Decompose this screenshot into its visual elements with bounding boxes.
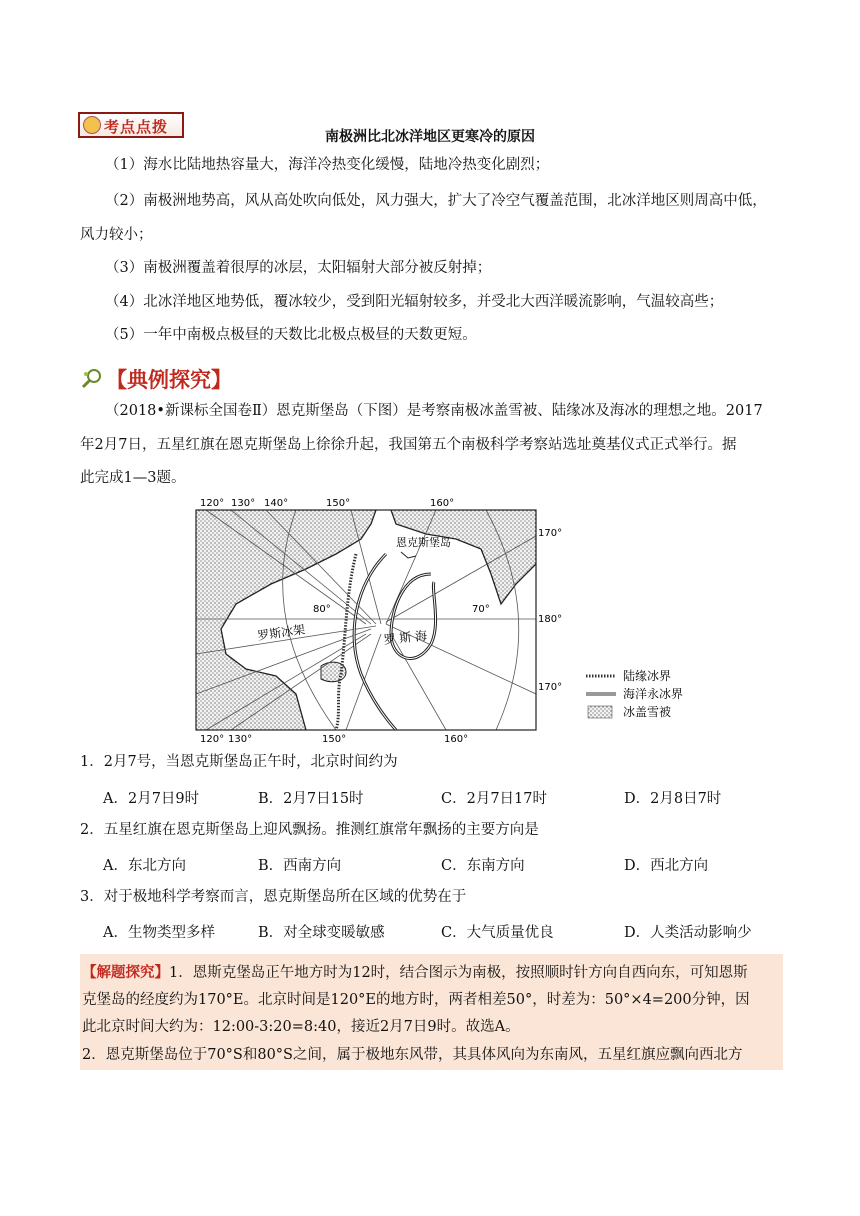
reason-3: （3）南极洲覆盖着很厚的冰层，太阳辐射大部分被反射掉； — [105, 260, 492, 276]
legend-label: 海洋永冰界 — [623, 687, 684, 701]
question-3-option-c[interactable]: C．大气质量优良 — [441, 925, 554, 941]
map-right-label: 180° — [538, 614, 563, 625]
legend-label: 陆缘冰界 — [623, 669, 672, 683]
reason-5: （5）一年中南极点极昼的天数比北极点极昼的天数更短。 — [105, 327, 477, 343]
map-top-label: 150° — [326, 498, 351, 509]
explanation-text: 1．恩斯克堡岛正午地方时为12时，结合图示为南极，按照顺时针方向自西向东，可知恩斯 — [169, 965, 748, 981]
ross-sea-map — [186, 494, 706, 746]
map-bottom-label: 130° — [228, 734, 253, 745]
map-bottom-label: 150° — [322, 734, 347, 745]
section-title: 【典例探究】 — [106, 368, 232, 392]
reason-2: （2）南极洲地势高，风从高处吹向低处，风力强大，扩大了冷空气覆盖范围，北冰洋地区则周高中低， — [105, 193, 767, 209]
reason-4: （4）北冰洋地区地势低，覆冰较少，受到阳光辐射较多，并受北大西洋暖流影响，气温较高些； — [105, 294, 724, 310]
map-top-label: 120° — [200, 498, 225, 509]
explanation-line-4: 2．恩克斯堡岛位于70°S和80°S之间，属于极地东风带，其具体风向为东南风，五星红旗应飘向西北方 — [82, 1047, 743, 1063]
question-2-option-b[interactable]: B．西南方向 — [258, 858, 342, 874]
question-3-stem: 3．对于极地科学考察而言，恩克斯堡岛所在区域的优势在于 — [80, 889, 467, 905]
magnifier-icon — [80, 368, 104, 390]
map-ice-shelf-label: 罗斯冰架 — [256, 622, 306, 643]
question-1-option-a[interactable]: A．2月7日9时 — [103, 791, 200, 807]
question-1-option-c[interactable]: C．2月7日17时 — [441, 791, 547, 807]
page-title: 南极洲比北冰洋地区更寒冷的原因 — [325, 129, 535, 145]
intro-line-3: 此完成1—3题。 — [80, 470, 186, 486]
explanation-line-3: 此北京时间大约为：12:00-3:20=8:40，接近2月7日9时。故选A。 — [82, 1019, 520, 1035]
map-sea-label: 罗 斯 海 — [382, 628, 428, 647]
question-1-stem: 1．2月7号，当恩克斯堡岛正午时，北京时间约为 — [80, 754, 398, 770]
section-heading — [80, 364, 232, 394]
intro-line-2: 年2月7日，五星红旗在恩克斯堡岛上徐徐升起，我国第五个南极科学考察站选址奠基仪式正式举行。据 — [80, 437, 737, 453]
intro-line-1: （2018•新课标全国卷Ⅱ）恩克斯堡岛（下图）是考察南极冰盖雪被、陆缘冰及海冰的理想之地。2017 — [105, 403, 763, 419]
legend-label: 冰盖雪被 — [623, 705, 672, 719]
question-1-option-d[interactable]: D．2月8日7时 — [624, 791, 722, 807]
map-top-label: 160° — [430, 498, 455, 509]
explanation-label: 【解题探究】 — [82, 964, 169, 981]
map-lat-label: 80° — [313, 604, 331, 615]
logo-text: 考点点拨 — [104, 118, 169, 136]
explanation-line-1 — [82, 961, 748, 982]
map-bottom-label: 120° — [200, 734, 225, 745]
map-island-label: 恩克斯堡岛 — [396, 536, 451, 549]
question-3-option-b[interactable]: B．对全球变暖敏感 — [258, 925, 385, 941]
question-2-option-c[interactable]: C．东南方向 — [441, 858, 525, 874]
map-right-label: 170° — [538, 528, 563, 539]
question-1-option-b[interactable]: B．2月7日15时 — [258, 791, 364, 807]
map-right-label: 170° — [538, 682, 563, 693]
reason-1: （1）海水比陆地热容量大，海洋冷热变化缓慢，陆地冷热变化剧烈； — [105, 157, 550, 173]
map-top-label: 130° — [231, 498, 256, 509]
question-3-option-d[interactable]: D．人类活动影响少 — [624, 925, 752, 941]
map-top-label: 140° — [264, 498, 289, 509]
question-2-stem: 2．五星红旗在恩克斯堡岛上迎风飘扬。推测红旗常年飘扬的主要方向是 — [80, 822, 539, 838]
map-legend — [586, 668, 683, 719]
map-bottom-label: 160° — [444, 734, 469, 745]
question-2-option-a[interactable]: A．东北方向 — [103, 858, 186, 874]
map-lat-label: 70° — [472, 604, 490, 615]
reason-2-cont: 风力较小； — [80, 227, 153, 243]
question-3-option-a[interactable]: A．生物类型多样 — [103, 925, 215, 941]
question-2-option-d[interactable]: D．西北方向 — [624, 858, 709, 874]
explanation-line-2: 克堡岛的经度约为170°E。北京时间是120°E的地方时，两者相差50°，时差为：50°×4=200分钟，因 — [82, 992, 750, 1008]
